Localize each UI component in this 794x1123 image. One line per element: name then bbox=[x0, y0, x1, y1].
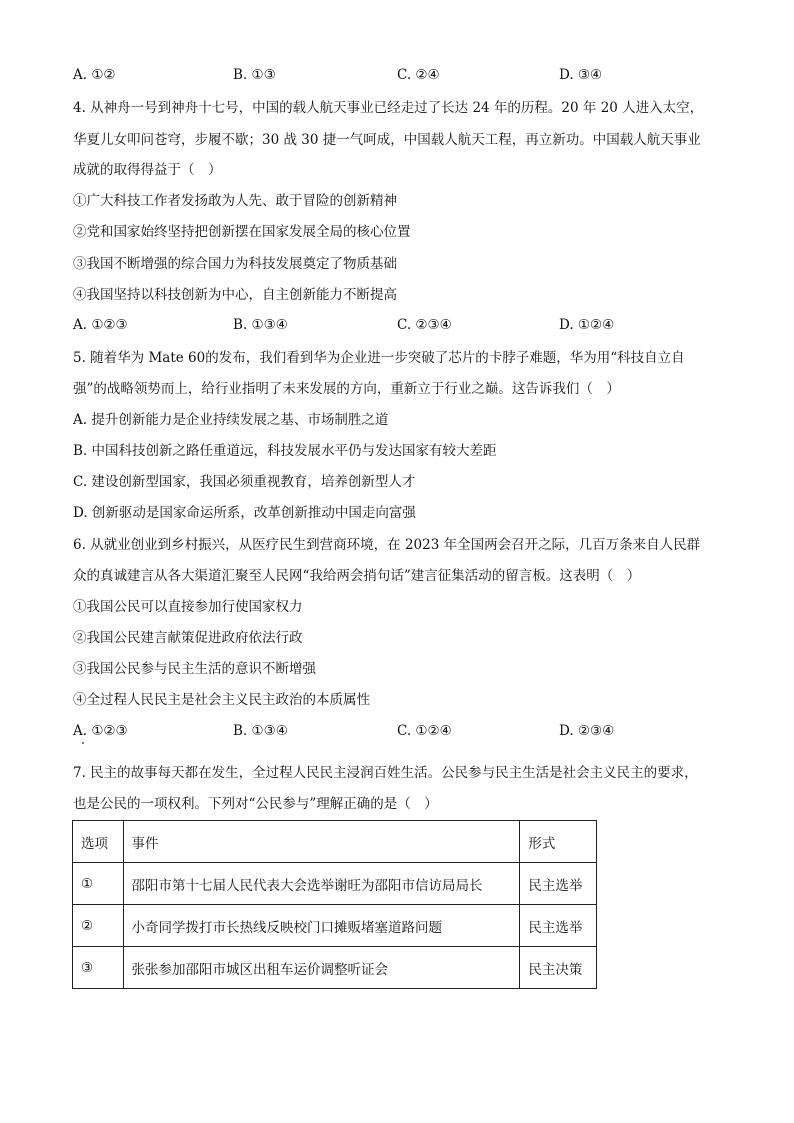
q7-table bbox=[72, 820, 597, 989]
table-row bbox=[73, 863, 597, 905]
q4-stem-line-1: 4. 从神舟一号到神舟十七号，中国的载人航天事业已经走过了长达 24 年的历程。20 年 20 人进入太空， bbox=[73, 100, 704, 116]
table-row bbox=[73, 947, 597, 989]
table-row bbox=[73, 905, 597, 947]
q4-stem-line-3: 成就的取得得益于（ ） bbox=[73, 162, 222, 178]
q4-statement-4: ④我国坚持以科技创新为中心，自主创新能力不断提高 bbox=[73, 287, 397, 303]
q4-option-c[interactable]: C. ②③④ bbox=[397, 317, 452, 333]
q3-option-b[interactable]: B. ①③ bbox=[233, 67, 276, 83]
q4-option-b[interactable]: B. ①③④ bbox=[233, 317, 288, 333]
row-event: 邵阳市第十七届人民代表大会选举谢旺为邵阳市信访局局长 bbox=[123, 863, 520, 905]
q6-statement-2: ②我国公民建言献策促进政府依法行政 bbox=[73, 630, 303, 646]
q6-option-b[interactable]: B. ①③④ bbox=[233, 723, 288, 739]
q7-stem-line-2: 也是公民的一项权利。下列对“公民参与”理解正确的是（ ） bbox=[73, 796, 438, 812]
q6-option-a[interactable]: A. ①②③ bbox=[73, 723, 128, 739]
q5-stem-line-1: 5. 随着华为 Mate 60的发布，我们看到华为企业进一步突破了芯片的卡脖子难题，华为用“科技自立自 bbox=[73, 350, 685, 366]
q3-option-c[interactable]: C. ②④ bbox=[397, 67, 440, 83]
table-header-row bbox=[73, 821, 597, 863]
q4-statement-2: ②党和国家始终坚持把创新摆在国家发展全局的核心位置 bbox=[73, 224, 411, 240]
q4-option-a[interactable]: A. ①②③ bbox=[73, 317, 128, 333]
stray-mark bbox=[82, 742, 84, 744]
q7-stem-line-1: 7. 民主的故事每天都在发生，全过程人民民主浸润百姓生活。公民参与民主生活是社会主义民主的要求， bbox=[73, 765, 698, 781]
q3-options bbox=[73, 65, 713, 85]
q4-statement-3: ③我国不断增强的综合国力为科技发展奠定了物质基础 bbox=[73, 256, 397, 272]
q5-choice-d[interactable]: D. 创新驱动是国家命运所系，改革创新推动中国走向富强 bbox=[73, 505, 416, 521]
header-option: 选项 bbox=[73, 821, 124, 863]
q5-stem-line-2: 强”的战略领势而上，给行业指明了未来发展的方向，重新立于行业之巅。这告诉我们（ ） bbox=[73, 381, 620, 397]
q6-stem-line-1: 6. 从就业创业到乡村振兴，从医疗民生到营商环境，在 2023 年全国两会召开之际，几百万条来自人民群 bbox=[73, 537, 701, 553]
q6-option-d[interactable]: D. ②③④ bbox=[559, 723, 615, 739]
q4-option-d[interactable]: D. ①②④ bbox=[559, 317, 615, 333]
row-event: 小奇同学拨打市长热线反映校门口摊贩堵塞道路问题 bbox=[123, 905, 520, 947]
header-event: 事件 bbox=[123, 821, 520, 863]
q4-options bbox=[73, 315, 713, 335]
q4-statement-1: ①广大科技工作者发扬敢为人先、敢于冒险的创新精神 bbox=[73, 193, 397, 209]
header-form: 形式 bbox=[520, 821, 597, 863]
row-form: 民主选举 bbox=[520, 863, 597, 905]
q6-options bbox=[73, 721, 713, 741]
row-form: 民主决策 bbox=[520, 947, 597, 989]
q3-option-d[interactable]: D. ③④ bbox=[559, 67, 603, 83]
q6-stem-line-2: 众的真诚建言从各大渠道汇聚至人民网“我给两会捎句话”建言征集活动的留言板。这表明（ ） bbox=[73, 568, 641, 584]
q6-statement-1: ①我国公民可以直接参加行使国家权力 bbox=[73, 599, 303, 615]
q6-option-c[interactable]: C. ①②④ bbox=[397, 723, 452, 739]
row-form: 民主选举 bbox=[520, 905, 597, 947]
q5-choice-a[interactable]: A. 提升创新能力是企业持续发展之基、市场制胜之道 bbox=[73, 412, 389, 428]
q5-choice-b[interactable]: B. 中国科技创新之路任重道远，科技发展水平仍与发达国家有较大差距 bbox=[73, 443, 497, 459]
q6-statement-3: ③我国公民参与民主生活的意识不断增强 bbox=[73, 661, 316, 677]
row-option: ② bbox=[73, 905, 124, 947]
q4-stem-line-2: 华夏儿女叩问苍穹，步履不歇；30 战 30 捷一气呵成，中国载人航天工程，再立新功。中国载人航天事业 bbox=[73, 132, 701, 148]
row-option: ① bbox=[73, 863, 124, 905]
row-option: ③ bbox=[73, 947, 124, 989]
row-event: 张张参加邵阳市城区出租车运价调整听证会 bbox=[123, 947, 520, 989]
q6-statement-4: ④全过程人民民主是社会主义民主政治的本质属性 bbox=[73, 692, 370, 708]
q5-choice-c[interactable]: C. 建设创新型国家，我国必须重视教育，培养创新型人才 bbox=[73, 474, 416, 490]
q3-option-a[interactable]: A. ①② bbox=[73, 67, 116, 83]
